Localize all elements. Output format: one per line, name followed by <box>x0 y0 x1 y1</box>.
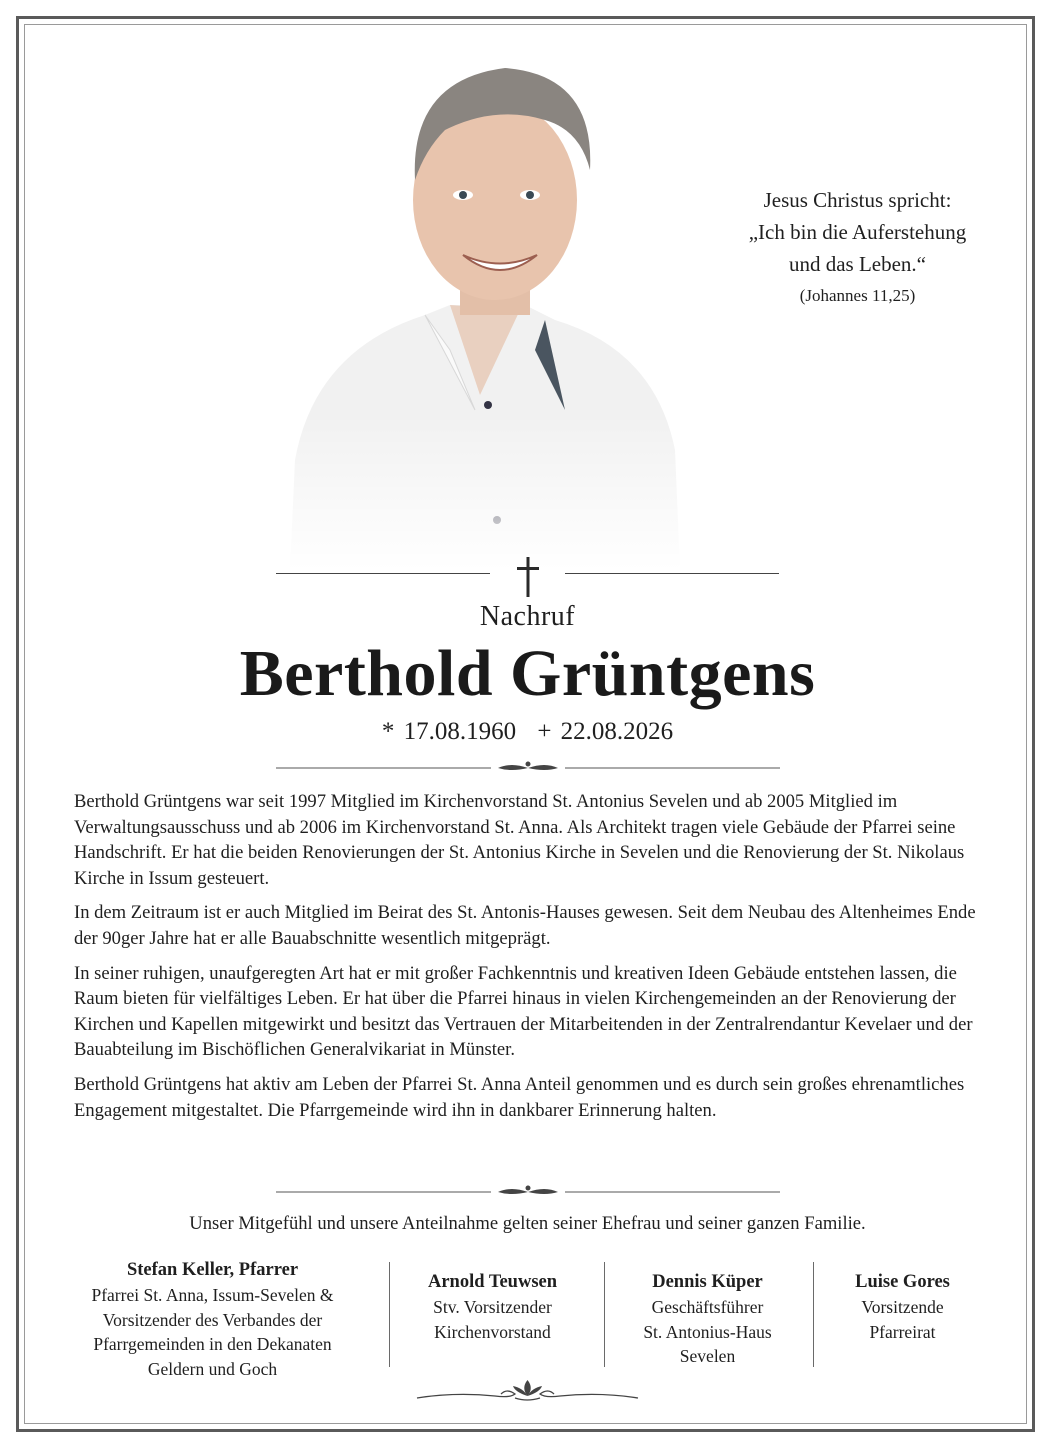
signatory-name: Luise Gores <box>855 1272 950 1292</box>
verse-line-1: Jesus Christus spricht: <box>763 188 952 212</box>
signatory-block <box>395 1269 590 1344</box>
signatory-role: Sevelen <box>679 1346 736 1367</box>
death-date: + 22.08.2026 <box>537 718 674 745</box>
condolence-text: Unser Mitgefühl und unsere Anteilnahme gelten seiner Ehefrau und seiner ganzen Familie. <box>189 1213 866 1234</box>
flourish-ornament-icon <box>415 1378 640 1408</box>
body-paragraph: In dem Zeitraum ist er auch Mitglied im Beirat des St. Antonis-Hauses gewesen. Seit dem Neubau des Altenheimes Ende der 90ger Jahre hat er alle Bauabschnitte wesentlich mitgeprägt. <box>74 902 976 949</box>
signatory-separator <box>604 1262 605 1367</box>
signatory-role: Stv. Vorsitzender <box>433 1297 552 1317</box>
signatory-role: Vorsitzender des Verbandes der <box>102 1309 323 1330</box>
obituary-body <box>74 789 989 1132</box>
signatory-block <box>70 1257 355 1381</box>
signatory-role: Pfarrei St. Anna, Issum-Sevelen & <box>91 1285 334 1305</box>
signatory-name: Arnold Teuwsen <box>427 1272 558 1292</box>
ornament-divider-icon <box>276 1184 780 1200</box>
signatory-role: Vorsitzende <box>861 1297 944 1317</box>
bible-verse <box>720 184 995 308</box>
verse-line-3: und das Leben.“ <box>788 252 927 276</box>
divider-line-left <box>276 573 490 574</box>
deceased-name: Berthold Grüntgens <box>239 637 816 710</box>
ornament-divider-icon <box>276 760 780 776</box>
signatory-role: Pfarreirat <box>869 1321 936 1342</box>
signatory-block <box>820 1269 985 1344</box>
verse-line-2: „Ich bin die Auferstehung <box>748 220 967 244</box>
signatory-name: Stefan Keller, Pfarrer <box>126 1260 299 1280</box>
signatory-role: Kirchenvorstand <box>434 1321 551 1342</box>
life-dates <box>0 718 1055 746</box>
signatory-separator <box>813 1262 814 1367</box>
signatory-role: Geldern und Goch <box>147 1358 278 1379</box>
signatory-role: Geschäftsführer <box>651 1297 764 1317</box>
cross-icon <box>510 555 546 599</box>
obituary-label: Nachruf <box>479 601 576 632</box>
divider-line-right <box>565 573 779 574</box>
signatory-separator <box>389 1262 390 1367</box>
signatory-role: St. Antonius-Haus <box>643 1321 772 1342</box>
signatory-block <box>610 1269 805 1369</box>
birth-date: * 17.08.1960 <box>381 718 517 745</box>
portrait-photo <box>275 50 695 570</box>
body-paragraph: Berthold Grüntgens hat aktiv am Leben der Pfarrei St. Anna Anteil genommen und es durch sein großes ehrenamtliches Engagement mitgestaltet. Die Pfarrgemeinde wird ihn in dankbarer Erinnerung halten. <box>74 1073 965 1121</box>
signatory-role: Pfarrgemeinden in den Dekanaten <box>93 1334 332 1355</box>
body-paragraph: Berthold Grüntgens war seit 1997 Mitglied im Kirchenvorstand St. Antonius Sevelen und ab 2005 Mitglied im Verwaltungsausschuss und ab 2006 im Kirchenvorstand St. Anna. Als Architekt tragen viele Gebäude der Pfarrei seine Handschrift. Er hat die beiden Renovierungen der St. Antonius Kirche in Sevelen und die Renovierung der St. Nikolaus Kirche in Issum gesteuert. <box>74 791 965 889</box>
verse-reference: (Johannes 11,25) <box>799 286 916 305</box>
signatory-name: Dennis Küper <box>652 1272 763 1292</box>
body-paragraph: In seiner ruhigen, unaufgeregten Art hat er mit großer Fachkenntnis und kreativen Ideen Gebäude entstehen lassen, die Raum bieten für vielfältiges Leben. Er hat über die Pfarrei hinaus in vielen Kirchengemeinden an der Renovierung der Kirchen und Kapellen mitgewirkt und besitzt das Vertrauen der Mitarbeitenden in der Zentralrendantur Kevelaer und der Bauabteilung im Bischöflichen Generalvikariat in Münster. <box>74 962 973 1061</box>
